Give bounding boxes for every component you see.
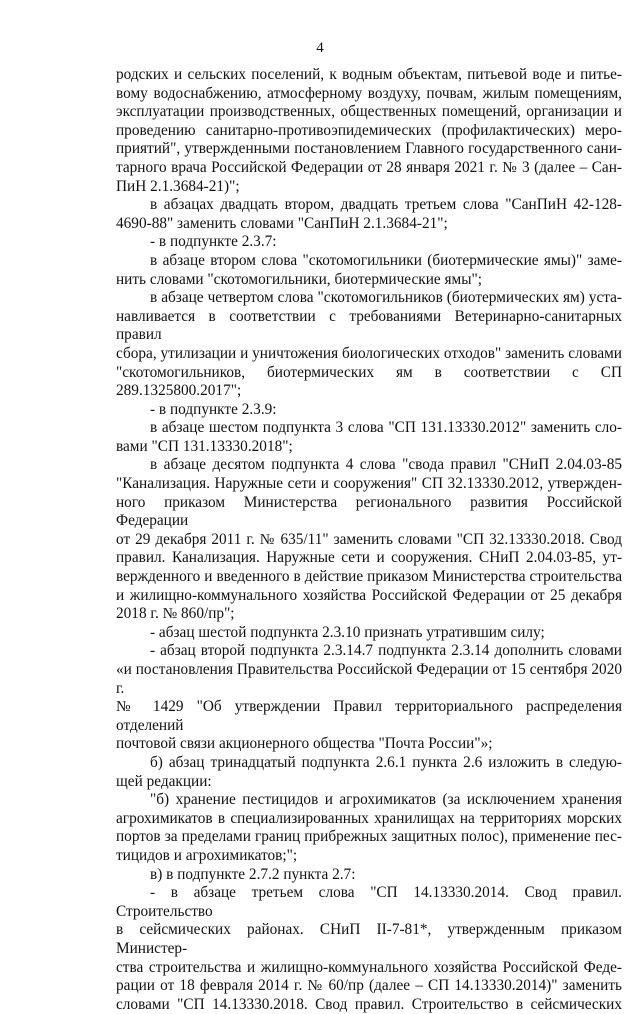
text-line: 2018 г. № 860/пр"; xyxy=(116,605,235,623)
text-line: в абзаце шестом подпункта 3 слова "СП 131.13330.2012" заменить сло- xyxy=(150,419,622,437)
text-line: агрохимикатов в специализированных хранилищах на территориях морских xyxy=(116,809,622,827)
text-line: в абзаце втором слова "скотомогильники (биотермические ямы)" заме- xyxy=(150,251,622,269)
text-line: б) абзац тринадцатый подпункта 2.6.1 пункта 2.6 изложить в следую- xyxy=(150,753,622,771)
text-line: портов за пределами границ прибрежных защитных полос), применение пес- xyxy=(116,828,622,846)
text-line: - в абзаце третьем слова "СП 14.13330.2014. Свод правил. Строительство xyxy=(116,884,622,920)
text-line: эксплуатации производственных, общественных помещений, организации и xyxy=(116,103,622,121)
text-line: от 29 декабря 2011 г. № 635/11" заменить словами "СП 32.13330.2018. Свод xyxy=(116,530,622,548)
text-line: "б) хранение пестицидов и агрохимикатов (за исключением хранения xyxy=(150,791,622,809)
text-line: навливается в соответствии с требованиями Ветеринарно-санитарных правил xyxy=(116,307,622,344)
text-line: ПиН 2.1.3684-21)"; xyxy=(116,177,240,195)
text-line: вому водоснабжению, атмосферному воздуху, почвам, жилым помещениям, xyxy=(116,84,622,102)
text-line: словами "СП 14.13330.2018. Свод правил. Строительство в сейсмических xyxy=(116,995,622,1013)
text-line: "Канализация. Наружные сети и сооружения" СП 32.13330.2012, утвержден- xyxy=(116,475,622,493)
page-number: 4 xyxy=(316,40,324,56)
text-line: тарного врача Российской Федерации от 28 января 2021 г. № 3 (далее – Сан- xyxy=(116,158,622,176)
text-line: тицидов и агрохимикатов;"; xyxy=(116,846,298,864)
text-line: № 1429 "Об утверждении Правил территориального распределения отделений xyxy=(116,698,622,734)
text-line: ства строительства и жилищно-коммунального хозяйства Российской Феде- xyxy=(116,958,622,976)
text-line: - в подпункте 2.3.9: xyxy=(150,400,277,418)
document-body xyxy=(116,66,622,1014)
text-line: нить словами "скотомогильники, биотермические ямы"; xyxy=(116,270,482,288)
text-line: в абзацах двадцать втором, двадцать третьем слова "СанПиН 42-128- xyxy=(150,196,622,214)
text-line: в абзаце десятом подпункта 4 слова "свода правил "СНиП 2.04.03-85 xyxy=(150,456,622,474)
text-line: родских и сельских поселений, к водным объектам, питьевой воде и питье- xyxy=(116,66,622,83)
text-line: приятий", утвержденными постановлением Главного государственного сани- xyxy=(116,140,622,158)
text-line: «и постановления Правительства Российской Федерации от 15 сентября 2020 г. xyxy=(116,661,622,697)
text-line: в абзаце четвертом слова "скотомогильников (биотермических ям) уста- xyxy=(150,289,622,307)
text-line: в сейсмических районах. СНиП II-7-81*, утвержденным приказом Министер- xyxy=(116,921,622,957)
text-line: правил. Канализация. Наружные сети и сооружения. СНиП 2.04.03-85, ут- xyxy=(116,549,622,567)
text-line: рации от 18 февраля 2014 г. № 60/пр (далее – СП 14.13330.2014)" заменить xyxy=(116,977,622,995)
text-line: щей редакции: xyxy=(116,772,212,790)
text-line: - абзац шестой подпункта 2.3.10 признать утратившим силу; xyxy=(150,623,545,641)
text-line: проведению санитарно-противоэпидемических (профилактических) меро- xyxy=(116,121,622,139)
text-line: - абзац второй подпункта 2.3.14.7 подпункта 2.3.14 дополнить словами xyxy=(150,642,622,660)
text-line: и жилищно-коммунального хозяйства Российской Федерации от 25 декабря xyxy=(116,586,622,604)
text-line: 4690-88" заменить словами "СанПиН 2.1.3684-21"; xyxy=(116,214,448,232)
text-line: почтовой связи акционерного общества "Почта России"»; xyxy=(116,735,493,753)
text-line: вержденного и введенного в действие приказом Министерства строительства xyxy=(116,568,622,586)
text-line: ного приказом Министерства регионального развития Российской Федерации xyxy=(116,493,622,530)
text-line: в) в подпункте 2.7.2 пункта 2.7: xyxy=(150,865,356,883)
text-line: сбора, утилизации и уничтожения биологических отходов" заменить словами xyxy=(116,344,622,362)
text-line: вами "СП 131.13330.2018"; xyxy=(116,437,293,455)
text-line: - в подпункте 2.3.7: xyxy=(150,233,277,251)
text-line: "скотомогильников, биотермических ям в соответствии с СП 289.1325800.2017"; xyxy=(116,363,622,400)
